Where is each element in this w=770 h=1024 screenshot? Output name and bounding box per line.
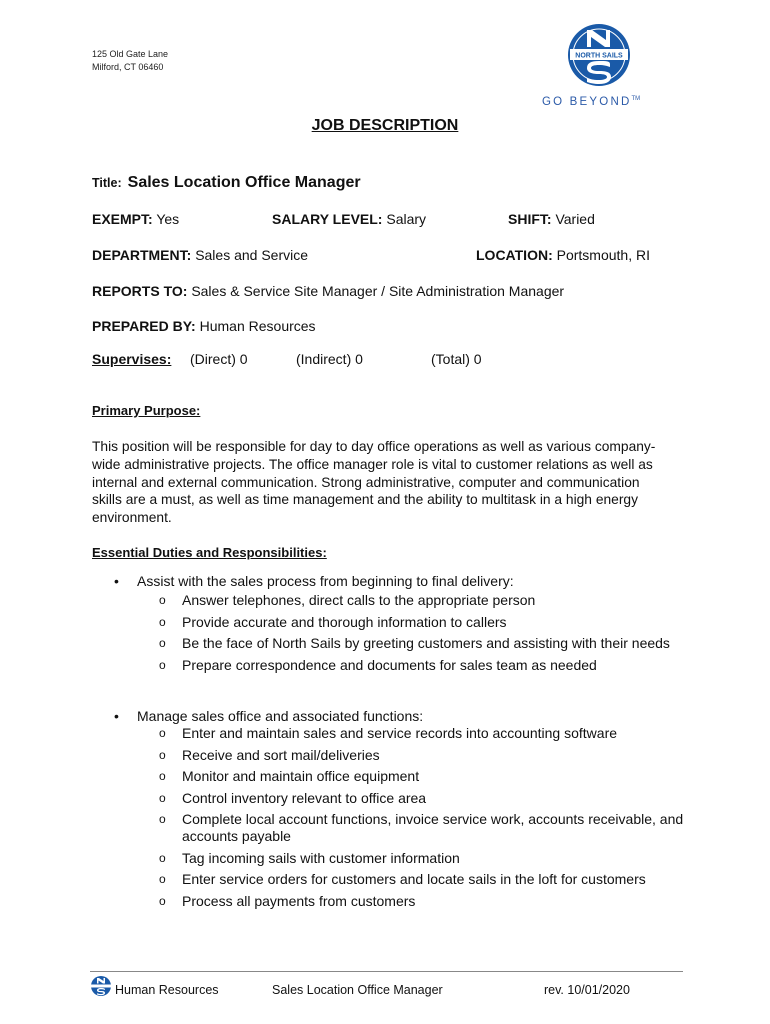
tagline-text: GO BEYOND [542, 96, 632, 108]
duty-group-text: Manage sales office and associated functions: [137, 708, 424, 724]
prepared-by-label: PREPARED BY: [92, 318, 196, 334]
location-value: Portsmouth, RI [556, 247, 650, 263]
sub-duty-item: o Process all payments from customers [137, 893, 692, 910]
prepared-by-field [92, 318, 316, 334]
sub-duty-item: o Monitor and maintain office equipment [137, 768, 692, 785]
primary-purpose-text: This position will be responsible for day to day office operations as well as various company-wide administrative projects. The office manager role is vital to customer relations as well as internal and external communication. Strong administrative, computer and communication skills are a must, as well as time management and the ability to multitask in a high energy environment. [92, 439, 656, 526]
sub-duty-item: o Enter service orders for customers and locate sails in the loft for customers [137, 871, 692, 888]
duty-bullet [92, 572, 692, 674]
footer-divider [90, 971, 683, 972]
sub-duty-item: o Prepare correspondence and documents for sales team as needed [137, 657, 692, 674]
duty-group-2 [92, 707, 692, 914]
location-field [476, 247, 650, 263]
logo-wordmark: NORTH SAILS [575, 52, 623, 60]
supervises-label: Supervises: [92, 351, 172, 367]
sub-duty-item: o Enter and maintain sales and service records into accounting software [137, 725, 692, 742]
north-sails-emblem-icon [566, 22, 632, 88]
supervises-direct: (Direct) 0 [190, 351, 248, 367]
document-title: JOB DESCRIPTION [311, 117, 459, 134]
sub-duty-item: o Answer telephones, direct calls to the appropriate person [137, 592, 692, 609]
salary-level-value: Salary [386, 211, 427, 227]
trademark-symbol: TM [631, 96, 641, 103]
title-value: Sales Location Office Manager [127, 174, 361, 191]
department-field [92, 247, 308, 263]
location-label: LOCATION: [476, 247, 553, 263]
department-label: DEPARTMENT: [92, 247, 192, 263]
exempt-value: Yes [156, 211, 180, 227]
shift-field [508, 211, 595, 227]
address-line-2: Milford, CT 06460 [92, 62, 164, 72]
sub-duty-item: o Receive and sort mail/deliveries [137, 747, 692, 764]
reports-to-field [92, 283, 564, 299]
supervises-indirect: (Indirect) 0 [296, 351, 363, 367]
duty-group-1 [92, 572, 692, 678]
sub-duty-item: o Tag incoming sails with customer information [137, 850, 692, 867]
title-label: Title: [92, 176, 122, 190]
sub-duty-item: o Complete local account functions, invoice service work, accounts receivable, and accounts payable [137, 811, 692, 845]
company-address [92, 48, 168, 74]
sub-duty-item: o Provide accurate and thorough information to callers [137, 614, 692, 631]
north-sails-logo [540, 22, 665, 112]
footer-document-name: Sales Location Office Manager [272, 983, 443, 997]
sub-duty-item: o Control inventory relevant to office area [137, 790, 692, 807]
reports-to-value: Sales & Service Site Manager / Site Administration Manager [191, 283, 565, 299]
shift-label: SHIFT: [508, 211, 552, 227]
department-value: Sales and Service [195, 247, 309, 263]
brand-tagline [542, 96, 640, 108]
job-title-row [92, 174, 361, 192]
sub-duty-list [137, 592, 692, 674]
salary-level-label: SALARY LEVEL: [272, 211, 383, 227]
footer-revision: rev. 10/01/2020 [544, 983, 630, 997]
shift-value: Varied [555, 211, 595, 227]
reports-to-label: REPORTS TO: [92, 283, 188, 299]
exempt-label: EXEMPT: [92, 211, 153, 227]
sub-duty-list [137, 725, 692, 910]
primary-purpose-heading: Primary Purpose: [92, 403, 201, 418]
salary-level-field [272, 211, 426, 227]
address-line-1: 125 Old Gate Lane [92, 49, 169, 59]
footer-department: Human Resources [115, 983, 219, 997]
duty-bullet [92, 707, 692, 910]
duties-heading: Essential Duties and Responsibilities: [92, 545, 327, 560]
duty-group-text: Assist with the sales process from beginning to final delivery: [137, 573, 514, 589]
north-sails-small-logo-icon [90, 975, 112, 997]
sub-duty-item: o Be the face of North Sails by greeting customers and assisting with their needs [137, 635, 692, 652]
exempt-field [92, 211, 179, 227]
supervises-total: (Total) 0 [431, 351, 482, 367]
prepared-by-value: Human Resources [199, 318, 316, 334]
